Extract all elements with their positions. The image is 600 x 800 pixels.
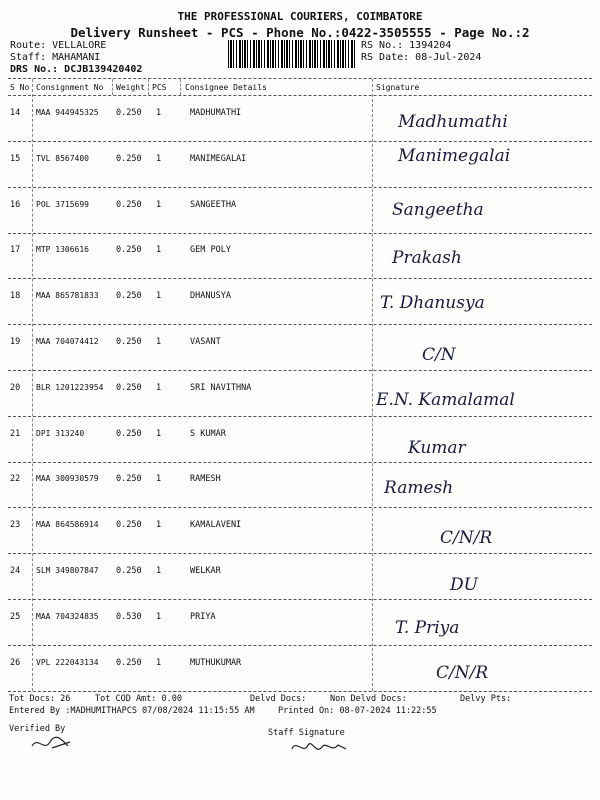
- row-consignment-no: MAA 944945325: [36, 108, 99, 117]
- row-pcs: 1: [156, 337, 162, 347]
- row-consignment-no: POL 3715699: [36, 199, 89, 209]
- table-row: [0, 554, 600, 600]
- row-consignment-no: MAA 704074412: [36, 337, 99, 346]
- row-pcs: 1: [156, 474, 162, 485]
- col-pcs: PCS: [152, 83, 167, 92]
- row-sno: 26: [10, 657, 21, 668]
- row-consignment-no: TVL 8567400: [36, 153, 89, 163]
- row-sno: 23: [10, 520, 21, 531]
- row-pcs: 1: [156, 520, 162, 531]
- delivery-points: Delvy Pts:: [460, 694, 512, 704]
- row-consignee: MADHUMATHI: [190, 108, 242, 118]
- col-divider: [148, 79, 149, 95]
- row-sno: 21: [10, 428, 21, 439]
- handwritten-signature: C/N/R: [436, 663, 489, 683]
- row-pcs: 1: [156, 153, 162, 164]
- entered-by: Entered By :MADHUMITHAPCS 07/08/2024 11:15:55 AM: [9, 706, 255, 716]
- delivered-docs: Delvd Docs:: [250, 694, 307, 704]
- handwritten-signature: T. Dhanusya: [380, 293, 485, 313]
- col-weight: Weight: [116, 83, 145, 92]
- handwritten-signature: Ramesh: [384, 478, 454, 498]
- row-consignment-no: SLM 349807847: [36, 566, 99, 575]
- staff-label: Staff: MAHAMANI: [10, 52, 101, 63]
- col-divider: [112, 79, 113, 95]
- handwritten-signature: Prakash: [392, 248, 462, 268]
- table-row: [0, 508, 600, 554]
- row-sno: 14: [10, 108, 21, 118]
- row-weight: 0.250: [116, 382, 142, 393]
- row-weight: 0.250: [116, 153, 142, 164]
- table-row: [0, 325, 600, 371]
- row-consignment-no: MAA 865781833: [36, 291, 99, 301]
- row-pcs: 1: [156, 611, 162, 622]
- row-consignment-no: BLR 1201223954: [36, 382, 104, 392]
- table-row: [0, 600, 600, 646]
- handwritten-signature: E.N. Kamalamal: [376, 390, 515, 410]
- row-consignment-no: MAA 704324835: [36, 611, 99, 621]
- col-consignee: Consignee Details: [185, 83, 267, 92]
- table-row: [0, 417, 600, 463]
- row-weight: 0.250: [116, 566, 142, 576]
- total-cod: Tot COD Amt: 0.00: [95, 694, 182, 704]
- row-sno: 17: [10, 245, 21, 256]
- row-sno: 19: [10, 337, 21, 347]
- runsheet-title: Delivery Runsheet - PCS - Phone No.:0422-3505555 - Page No.:2: [70, 25, 530, 40]
- row-sno: 22: [10, 474, 21, 485]
- verified-by: Verified By: [9, 724, 66, 734]
- row-sno: 25: [10, 611, 21, 622]
- row-pcs: 1: [156, 382, 162, 393]
- row-consignee: S KUMAR: [190, 428, 226, 439]
- handwritten-signature: Sangeetha: [392, 200, 484, 220]
- verifier-signature: [28, 732, 78, 754]
- row-sno: 18: [10, 291, 21, 302]
- row-consignee: VASANT: [190, 337, 221, 347]
- handwritten-signature: C/N/R: [440, 528, 493, 548]
- row-consignee: GEM POLY: [190, 245, 231, 256]
- row-pcs: 1: [156, 566, 162, 576]
- row-consignee: MANIMEGALAI: [190, 153, 247, 164]
- row-weight: 0.250: [116, 245, 142, 256]
- handwritten-signature: Manimegalai: [398, 146, 511, 166]
- header-top-rule: [8, 78, 592, 79]
- row-pcs: 1: [156, 428, 162, 439]
- staff-signature: [288, 737, 352, 757]
- row-weight: 0.250: [116, 199, 142, 210]
- table-row: [0, 279, 600, 325]
- table-row: [0, 96, 600, 142]
- row-pcs: 1: [156, 657, 162, 668]
- table-row: [0, 462, 600, 508]
- row-sno: 20: [10, 382, 21, 393]
- row-weight: 0.250: [116, 337, 142, 347]
- rs-number: RS No.: 1394204: [361, 40, 452, 51]
- col-signature: Signature: [376, 83, 420, 92]
- row-consignee: SANGEETHA: [190, 199, 237, 210]
- row-consignee: RAMESH: [190, 474, 221, 485]
- row-consignment-no: DPI 313240: [36, 428, 85, 438]
- handwritten-signature: Madhumathi: [398, 112, 508, 132]
- row-pcs: 1: [156, 291, 162, 302]
- table-row: [0, 646, 600, 692]
- company-title: THE PROFESSIONAL COURIERS, COIMBATORE: [177, 10, 423, 23]
- footer-rule: [8, 691, 592, 692]
- rs-date: RS Date: 08-Jul-2024: [361, 52, 482, 63]
- row-weight: 0.250: [116, 657, 142, 668]
- row-pcs: 1: [156, 108, 162, 118]
- col-consignment: Consignment No: [36, 83, 104, 92]
- row-weight: 0.530: [116, 611, 142, 622]
- row-consignee: SRI NAVITHNA: [190, 382, 252, 393]
- row-weight: 0.250: [116, 474, 142, 485]
- row-consignee: KAMALAVENI: [190, 520, 242, 531]
- row-sno: 24: [10, 566, 21, 576]
- row-consignee: WELKAR: [190, 566, 221, 576]
- row-consignment-no: VPL 222043134: [36, 657, 99, 667]
- handwritten-signature: C/N: [422, 345, 456, 365]
- col-sno: S No: [10, 83, 30, 92]
- row-sno: 16: [10, 199, 21, 210]
- row-sno: 15: [10, 153, 21, 164]
- col-divider: [180, 79, 181, 95]
- barcode: [228, 40, 356, 68]
- row-pcs: 1: [156, 245, 162, 256]
- table-row: [0, 233, 600, 279]
- route-label: Route: VELLALORE: [10, 40, 107, 51]
- handwritten-signature: DU: [450, 575, 478, 595]
- row-consignee: PRIYA: [190, 611, 216, 622]
- row-consignee: MUTHUKUMAR: [190, 657, 242, 668]
- handwritten-signature: T. Priya: [395, 618, 460, 638]
- row-consignment-no: MAA 300930579: [36, 474, 99, 484]
- row-consignment-no: MAA 864586914: [36, 520, 99, 530]
- table-row: [0, 188, 600, 234]
- handwritten-signature: Kumar: [408, 438, 466, 458]
- drs-number: DRS No.: DCJB139420402: [10, 64, 143, 75]
- printed-on: Printed On: 08-07-2024 11:22:55: [278, 706, 437, 716]
- row-consignment-no: MTP 1306616: [36, 245, 89, 255]
- row-consignee: DHANUSYA: [190, 291, 231, 302]
- row-pcs: 1: [156, 199, 162, 210]
- row-weight: 0.250: [116, 108, 142, 118]
- non-delivered-docs: Non Delvd Docs:: [330, 694, 407, 704]
- row-weight: 0.250: [116, 428, 142, 439]
- row-weight: 0.250: [116, 520, 142, 531]
- staff-signature-label: Staff Signature: [268, 728, 345, 738]
- row-weight: 0.250: [116, 291, 142, 302]
- total-docs: Tot Docs: 26: [9, 694, 71, 704]
